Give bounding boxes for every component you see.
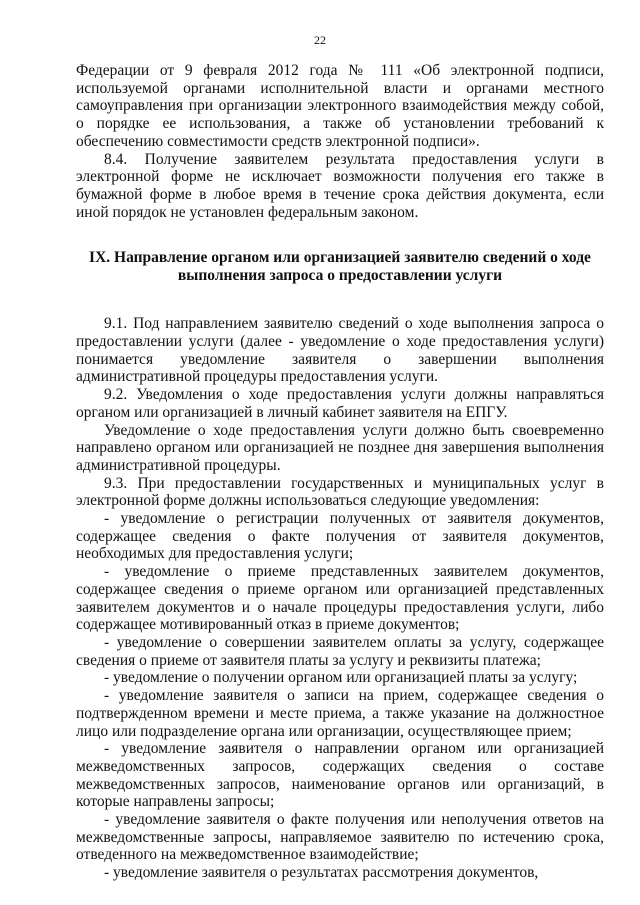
paragraph: 9.2. Уведомления о ходе предоставления услуги должны направляться органом или организацией в личный кабинет заявителя на ЕПГУ.	[76, 386, 604, 421]
paragraph: Федерации от 9 февраля 2012 года № 111 «Об электронной подписи, используемой органами исполнительной власти и органами местного самоуправления при организации электронного взаимодействия между собой, о порядке ее использования, а также об установлении требований к обеспечению совместимости средств электронной подписи».	[76, 62, 604, 150]
section-heading-line: выполнения запроса о предоставлении услуги	[177, 267, 503, 285]
list-item: - уведомление заявителя о направлении органом или организацией межведомственных запросов, содержащих сведения о составе межведомственных запросов, наименование органов или организаций, в которые направлены запросы;	[76, 740, 604, 811]
list-item: - уведомление заявителя о факте получения или неполучения ответов на межведомственные запросы, направляемое заявителю по истечению срока, отведенного на межведомственное взаимодействие;	[76, 811, 604, 864]
page-number: 22	[314, 33, 326, 47]
section-heading	[76, 249, 604, 285]
list-item: - уведомление о приеме представленных заявителем документов, содержащее сведения о приеме органом или организацией представленных заявителем документов и о начале процедуры предоставления услуги, либо содержащее мотивированный отказ в приеме документов;	[76, 563, 604, 634]
paragraph: Уведомление о ходе предоставления услуги должно быть своевременно направлено органом или организацией не позднее дня завершения выполнения административной процедуры.	[76, 421, 604, 474]
list-item: - уведомление о регистрации полученных от заявителя документов, содержащее сведения о факте получения от заявителя документов, необходимых для предоставления услуги;	[76, 510, 604, 563]
list-item: - уведомление о получении органом или организацией платы за услугу;	[104, 669, 578, 687]
paragraph: 9.3. При предоставлении государственных и муниципальных услуг в электронной форме должны использоваться следующие уведомления:	[76, 474, 604, 510]
paragraph: 9.1. Под направлением заявителю сведений о ходе выполнения запроса о предоставлении услуги (далее - уведомление о ходе предоставления услуги) понимается уведомление заявителя о завершении выполнения административной процедуры предоставления услуги.	[76, 315, 604, 386]
list-item: - уведомление заявителя о результатах рассмотрения документов,	[104, 864, 539, 882]
paragraph: 8.4. Получение заявителем результата предоставления услуги в электронной форме не исключает возможности получения его также в бумажной форме в любое время в течение срока действия документа, если иной порядок не установлен федеральным законом.	[76, 150, 604, 221]
list-item: - уведомление о совершении заявителем оплаты за услугу, содержащее сведения о приеме от заявителя платы за услугу и реквизиты платежа;	[76, 633, 604, 669]
section-heading-line: IX. Направление органом или организацией заявителю сведений о ходе	[89, 249, 591, 267]
list-item: - уведомление заявителя о записи на прием, содержащее сведения о подтвержденном времени и месте приема, а также указание на должностное лицо или подразделение органа или организации, осуществляющее прием;	[76, 687, 604, 740]
document-body	[76, 62, 604, 882]
